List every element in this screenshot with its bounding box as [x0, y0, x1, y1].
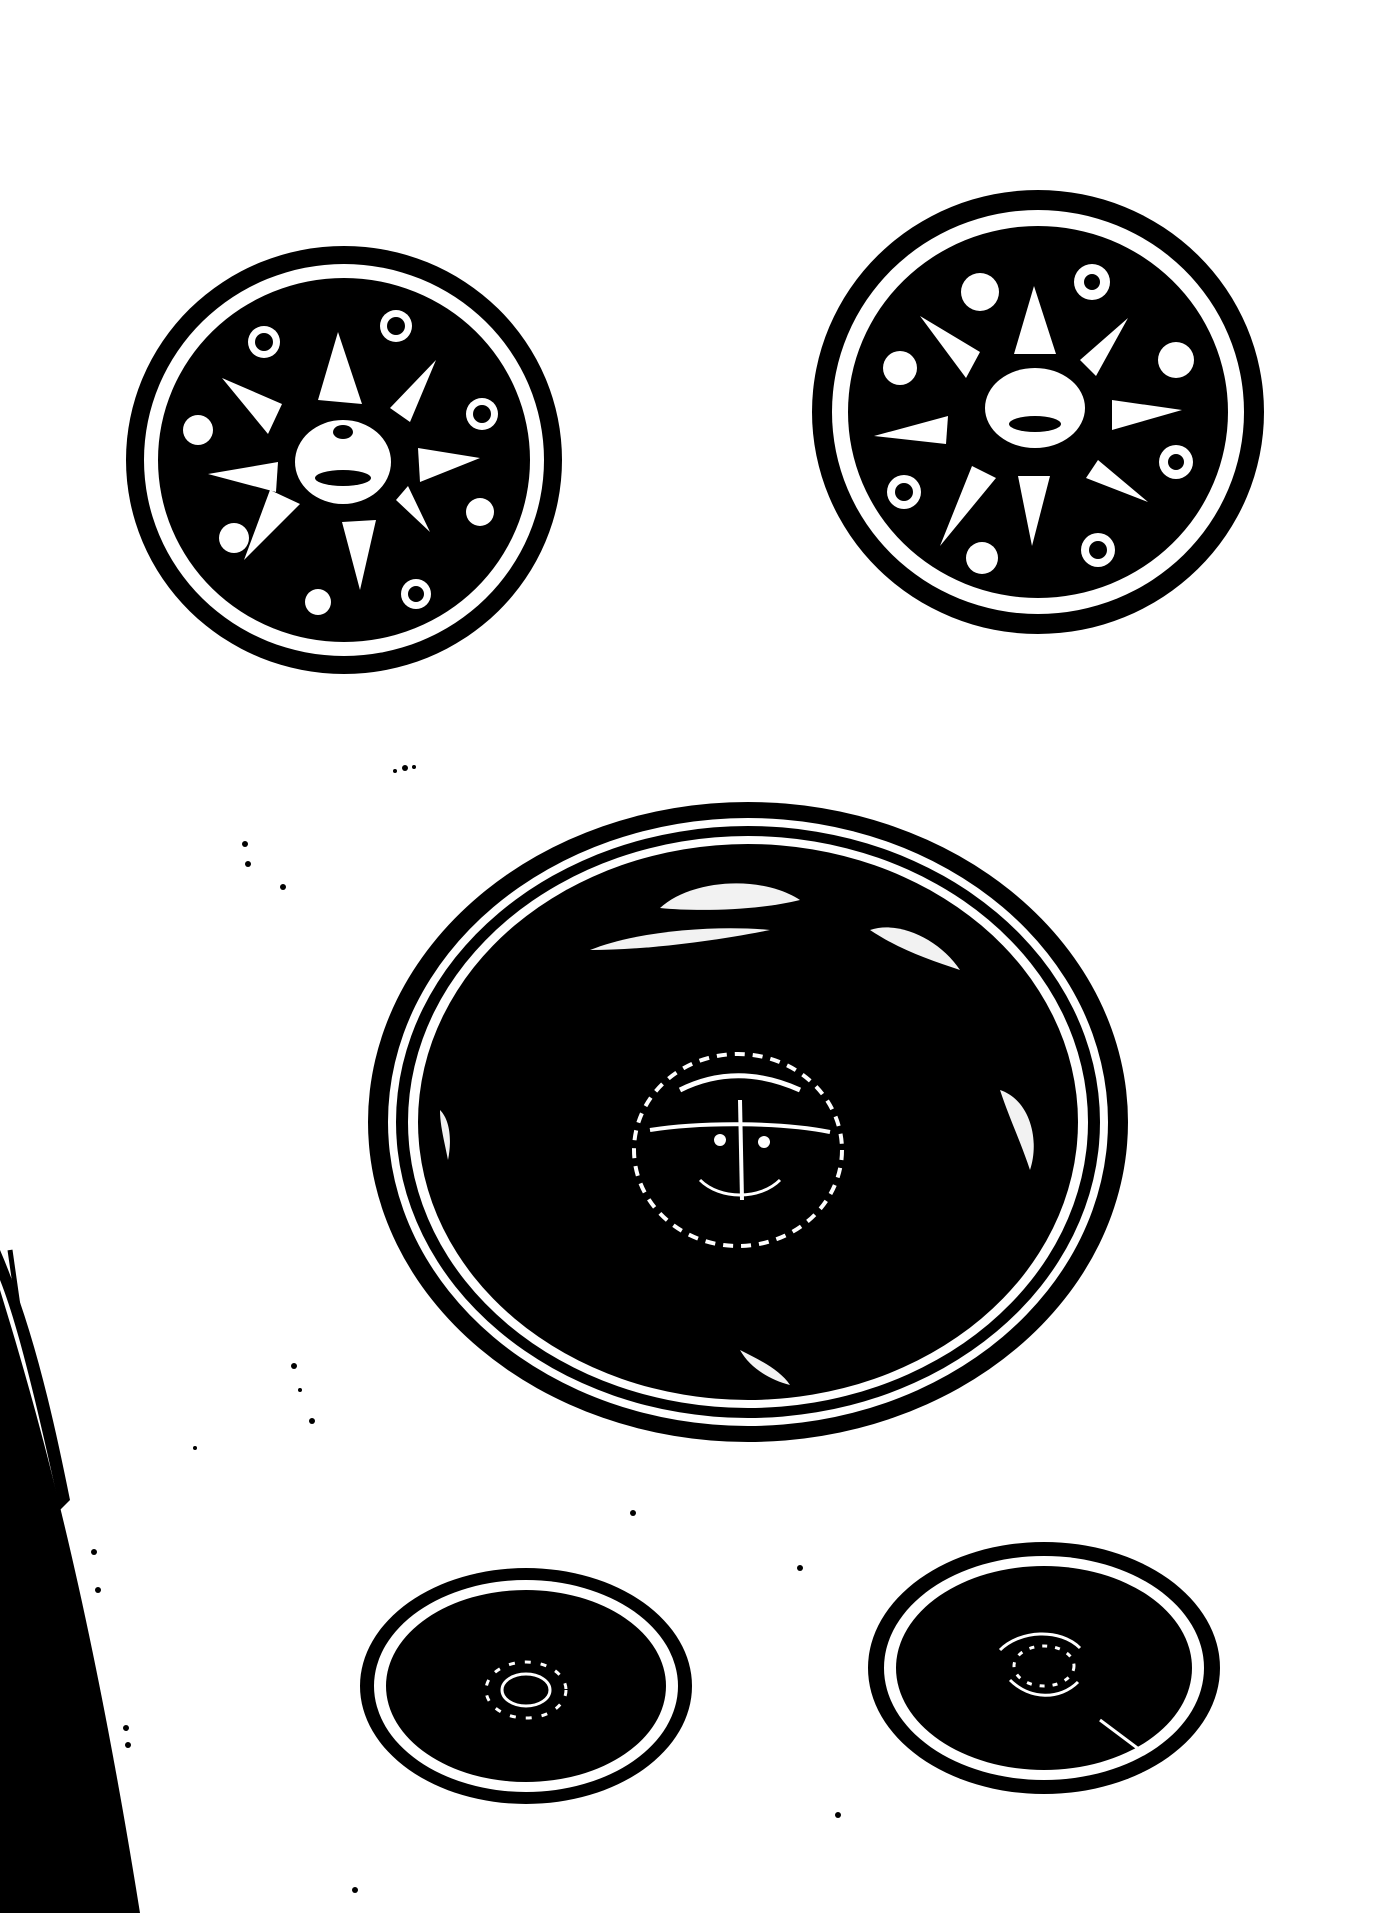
- small-disc-bottom-right: [868, 1542, 1220, 1794]
- rosette-top-right: [812, 190, 1264, 634]
- small-disc-bottom-left: [360, 1568, 692, 1804]
- large-disc-center: [368, 802, 1128, 1442]
- boss-center: [985, 368, 1085, 448]
- rosette-top-left: [126, 246, 562, 674]
